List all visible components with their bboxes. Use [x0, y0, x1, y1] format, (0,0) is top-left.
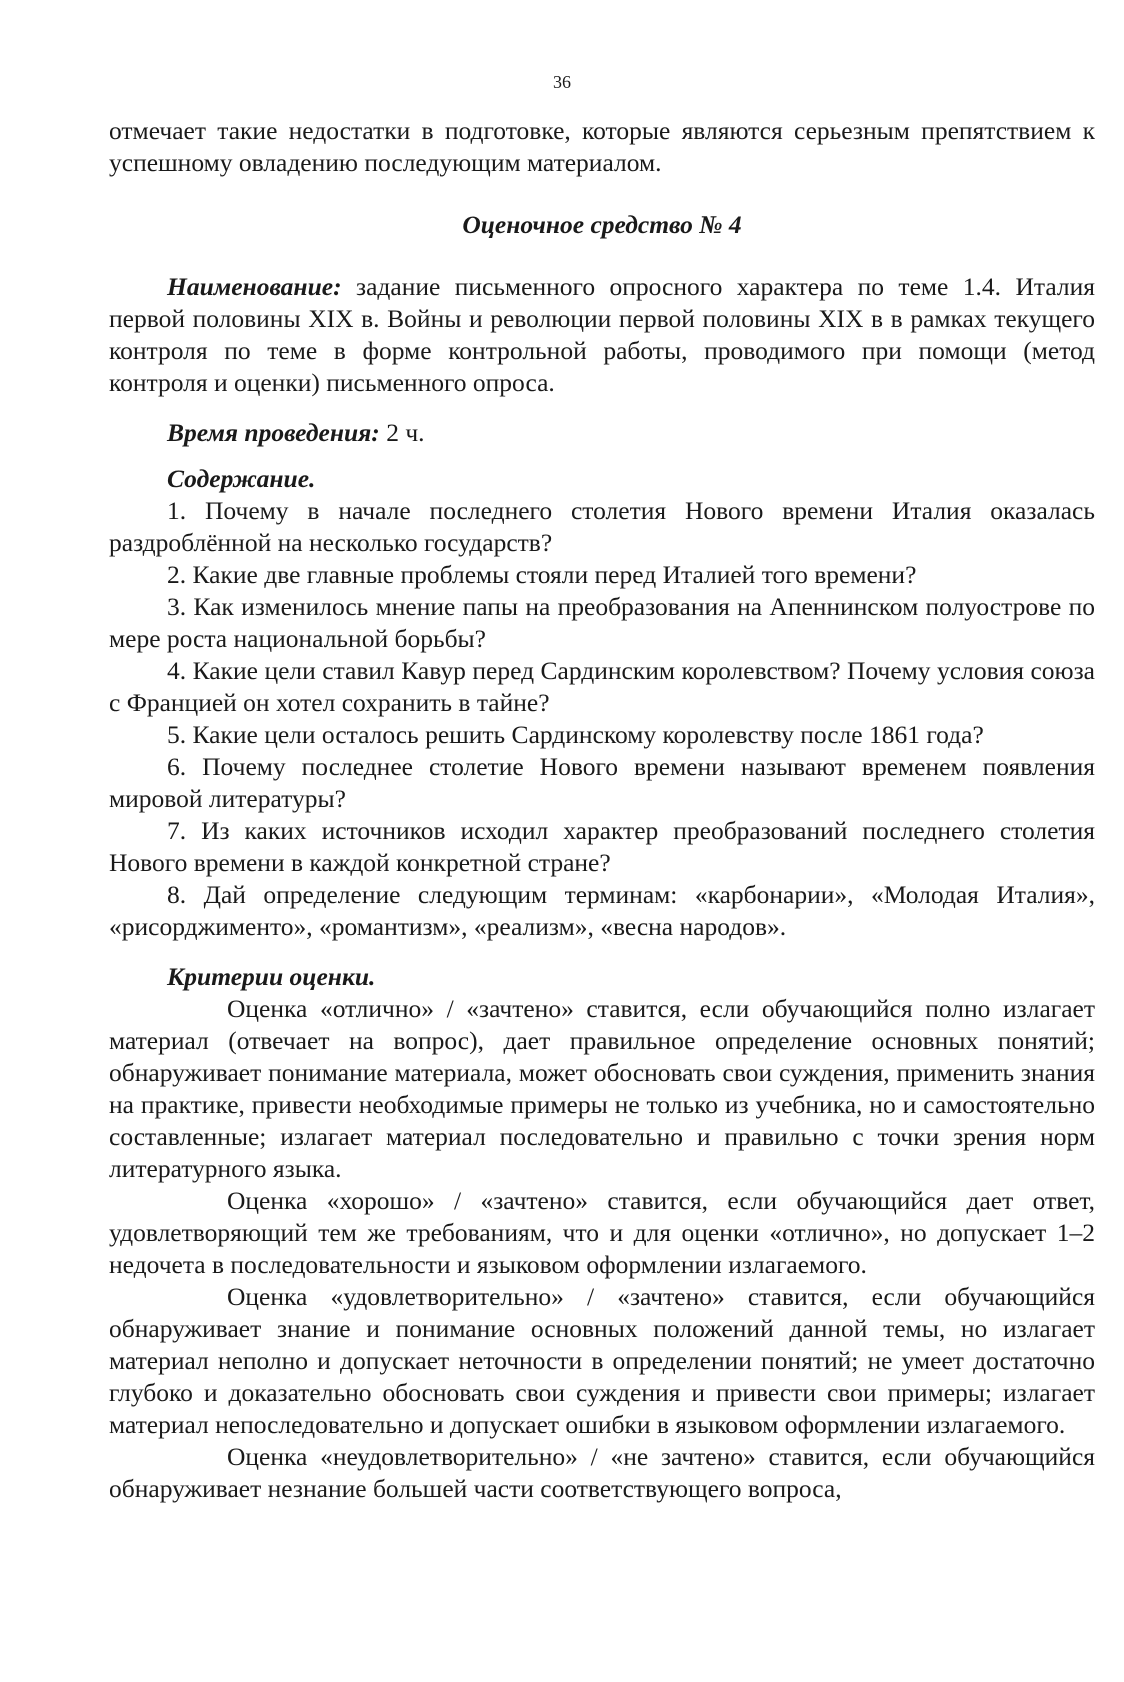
- name-text: задание письменного опросного характера по теме 1.4. Италия первой половины XIX в. Войны и революции первой половины XIX в в рамках текущего контроля по теме в форме контрольной работы, проводимого при помощи (метод контроля и оценки) письменного опроса.: [109, 272, 1095, 397]
- content-label: Содержание.: [167, 464, 316, 493]
- question-item: 1. Почему в начале последнего столетия Нового времени Италия оказалась раздроблённой на несколько государств?: [109, 496, 1095, 557]
- criteria-item: Оценка «неудовлетворительно» / «не зачтено» ставится, если обучающийся обнаруживает незнание большей части соответствующего вопроса,: [109, 1442, 1095, 1503]
- name-label: Наименование:: [167, 272, 342, 301]
- time-label: Время проведения:: [167, 418, 380, 447]
- question-item: 8. Дай определение следующим терминам: «карбонарии», «Молодая Италия», «рисорджименто», «романтизм», «реализм», «весна народов».: [109, 880, 1095, 941]
- section-heading: Оценочное средство № 4: [462, 210, 742, 239]
- question-item: 6. Почему последнее столетие Нового времени называют временем появления мировой литературы?: [109, 752, 1095, 813]
- criteria-label: Критерии оценки.: [167, 962, 376, 991]
- criteria-item: Оценка «удовлетворительно» / «зачтено» ставится, если обучающийся обнаруживает знание и понимание основных положений данной темы, но излагает материал неполно и допускает неточности в определении понятий; не умеет достаточно глубоко и доказательно обосновать свои суждения и привести свои примеры; излагает материал непоследовательно и допускает ошибки в языковом оформлении излагаемого.: [109, 1282, 1095, 1439]
- time-paragraph: [109, 417, 1095, 449]
- criteria-item: Оценка «отлично» / «зачтено» ставится, если обучающийся полно излагает материал (отвечает на вопрос), дает правильное определение основных понятий; обнаруживает понимание материала, может обосновать свои суждения, применить знания на практике, привести необходимые примеры не только из учебника, но и самостоятельно составленные; излагает материал последовательно и правильно с точки зрения норм литературного языка.: [109, 994, 1095, 1183]
- document-body: [109, 115, 1095, 1505]
- question-item: 3. Как изменилось мнение папы на преобразования на Апеннинском полуострове по мере роста национальной борьбы?: [109, 592, 1095, 653]
- question-item: 4. Какие цели ставил Кавур перед Сардинским королевством? Почему условия союза с Францией он хотел сохранить в тайне?: [109, 656, 1095, 717]
- question-item: 7. Из каких источников исходил характер преобразований последнего столетия Нового времени в каждой конкретной стране?: [109, 816, 1095, 877]
- name-paragraph: [109, 271, 1095, 399]
- question-item: 5. Какие цели осталось решить Сардинскому королевству после 1861 года?: [167, 720, 984, 749]
- time-text: 2 ч.: [379, 418, 425, 447]
- criteria-item: Оценка «хорошо» / «зачтено» ставится, если обучающийся дает ответ, удовлетворяющий тем же требованиям, что и для оценки «отлично», но допускает 1–2 недочета в последовательности и языковом оформлении излагаемого.: [109, 1186, 1095, 1279]
- question-item: 2. Какие две главные проблемы стояли перед Италией того времени?: [167, 560, 917, 589]
- page-number: 36: [553, 72, 571, 92]
- intro-paragraph: отмечает такие недостатки в подготовке, которые являются серьезным препятствием к успешному овладению последующим материалом.: [109, 116, 1095, 177]
